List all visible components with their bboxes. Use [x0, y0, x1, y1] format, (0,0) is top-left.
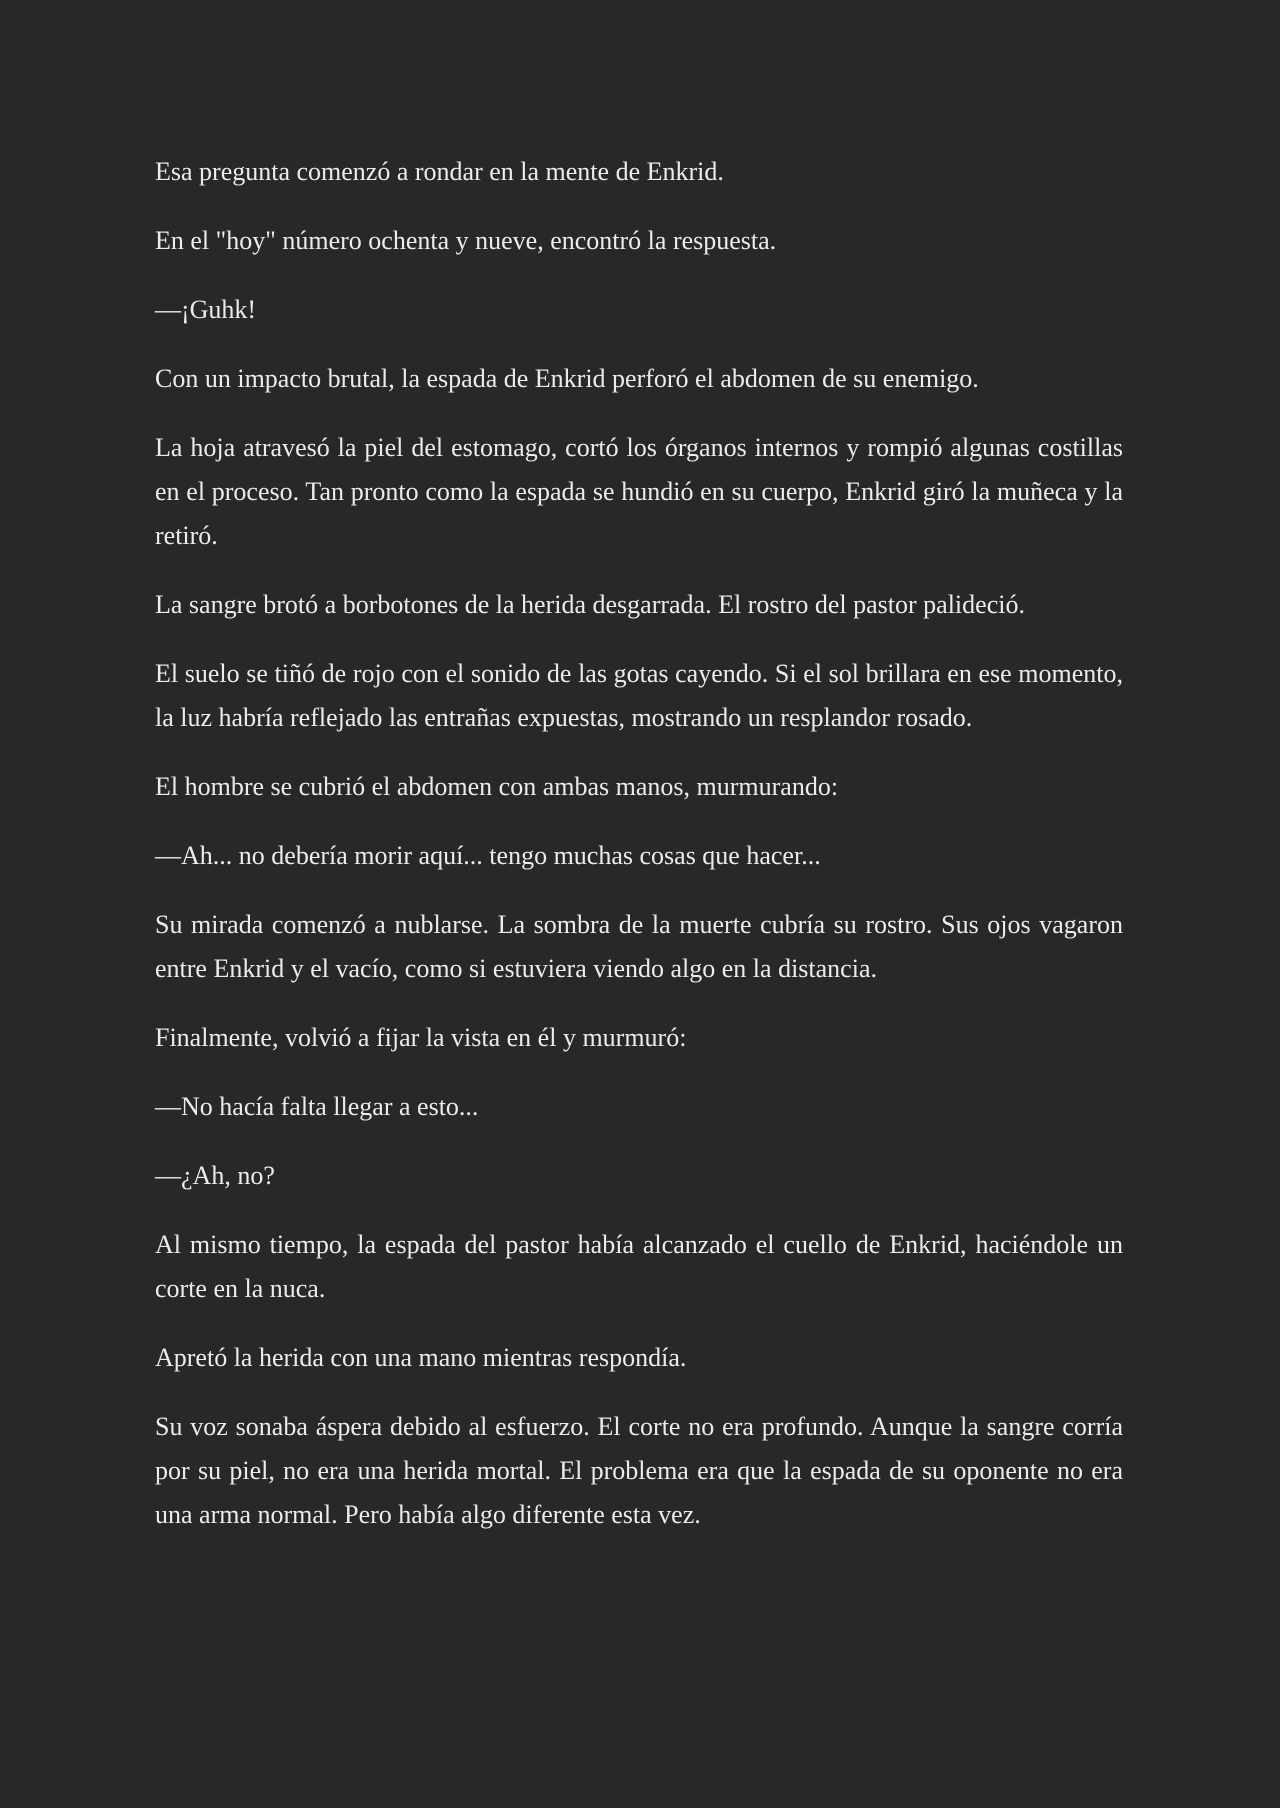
paragraph-11: Finalmente, volvió a fijar la vista en él y murmuró:	[155, 1023, 687, 1052]
paragraph-14: Al mismo tiempo, la espada del pastor había alcanzado el cuello de Enkrid, haciéndole un corte en la nuca.	[155, 1230, 1123, 1303]
paragraph-3: —¡Guhk!	[155, 295, 257, 324]
paragraph-6: La sangre brotó a borbotones de la herida desgarrada. El rostro del pastor palideció.	[155, 590, 1025, 619]
paragraph-13: —¿Ah, no?	[155, 1161, 275, 1190]
paragraph-5: La hoja atravesó la piel del estomago, cortó los órganos internos y rompió algunas costillas en el proceso. Tan pronto como la espada se hundió en su cuerpo, Enkrid giró la muñeca y la retiró.	[155, 433, 1123, 550]
paragraph-2: En el "hoy" número ochenta y nueve, encontró la respuesta.	[155, 226, 777, 255]
paragraph-10: Su mirada comenzó a nublarse. La sombra de la muerte cubría su rostro. Sus ojos vagaron entre Enkrid y el vacío, como si estuviera viendo algo en la distancia.	[155, 910, 1123, 983]
paragraph-1: Esa pregunta comenzó a rondar en la mente de Enkrid.	[155, 157, 724, 186]
paragraph-16: Su voz sonaba áspera debido al esfuerzo. El corte no era profundo. Aunque la sangre corría por su piel, no era una herida mortal. El problema era que la espada de su oponente no era una arma normal. Pero había algo diferente esta vez.	[155, 1412, 1123, 1529]
paragraph-8: El hombre se cubrió el abdomen con ambas manos, murmurando:	[155, 772, 839, 801]
chapter-text	[155, 150, 1123, 1562]
paragraph-9: —Ah... no debería morir aquí... tengo muchas cosas que hacer...	[155, 841, 821, 870]
paragraph-12: —No hacía falta llegar a esto...	[155, 1092, 479, 1121]
paragraph-7: El suelo se tiñó de rojo con el sonido de las gotas cayendo. Si el sol brillara en ese momento, la luz habría reflejado las entrañas expuestas, mostrando un resplandor rosado.	[155, 659, 1123, 732]
paragraph-15: Apretó la herida con una mano mientras respondía.	[155, 1343, 687, 1372]
paragraph-4: Con un impacto brutal, la espada de Enkrid perforó el abdomen de su enemigo.	[155, 364, 979, 393]
